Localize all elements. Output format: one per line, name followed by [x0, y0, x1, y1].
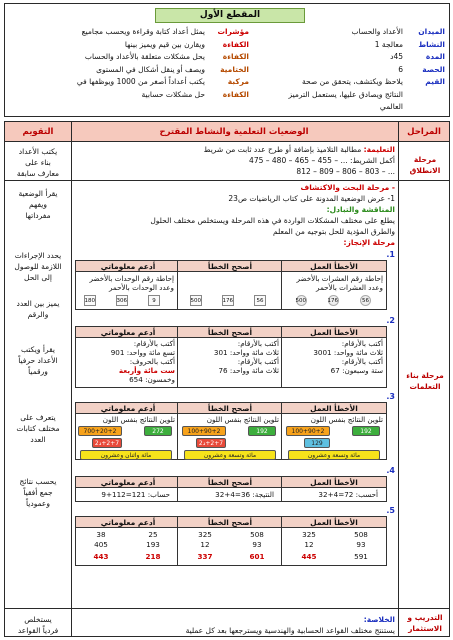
color-pill: 700+20+2: [78, 426, 122, 436]
instruction-text: مطالبة التلاميذ بإضافة أو طرح عدد ثابت من شريط: [203, 145, 362, 154]
item-index: 5.: [386, 506, 395, 515]
strip-line-1: أكمل الشريط: ... – 455 – 465 – 480 – 475: [249, 156, 395, 165]
ex3-title: تلوين النتائج بنفس اللون: [102, 415, 175, 424]
color-pill: 272: [144, 426, 172, 436]
build-eval: [9, 412, 67, 445]
header-left-line-1: يمثل أعداد كتابة وقراءة ويحسب مجاميع: [81, 27, 205, 36]
color-pill: مائة واثنان وعشرون: [80, 450, 172, 460]
ex1-right-line1: إحاطة رقم العشرات بالأخضر: [296, 274, 383, 283]
eval-line: الأعداد حرفياً: [18, 356, 58, 365]
header-left-line-6: حل مشكلات حسابية: [141, 89, 205, 99]
col-support: أدعم معلوماتي: [76, 403, 180, 414]
header-left-text: [9, 26, 205, 101]
digit-chip: 9: [148, 295, 160, 306]
ex2-c3-line: أكتب بالأرقام:: [341, 339, 383, 348]
col-stage-header: المراحل: [399, 122, 449, 142]
item-index: 4.: [386, 466, 395, 475]
col-correct: أصحح الخطأ: [178, 403, 282, 414]
section-title: المقطع الأول: [155, 8, 305, 23]
eval-line: يستخلص: [24, 615, 52, 624]
eval-line: يكتب الأعداد: [18, 147, 58, 156]
col-support: أدعم معلوماتي: [76, 477, 180, 488]
debate-line-1: يطلع على مختلف المشكلات الواردة في هذه المرحلة ويستخلص مختلف الحلول: [150, 216, 395, 225]
color-pill: 192: [248, 426, 276, 436]
label-domain: الميدان: [418, 27, 445, 36]
build-eval: [9, 344, 67, 377]
label-duration: المدة: [425, 52, 445, 61]
digit-chip: 176: [222, 295, 234, 306]
build-intro: [70, 182, 395, 248]
ex2-c2-line: ثلاث مائة وواحد: 76: [218, 366, 279, 375]
digit-chip: 500: [190, 295, 202, 306]
divider: [177, 477, 178, 501]
ex2-c1-line: أكتب بالأرقام:: [133, 339, 175, 348]
eval-line: العدد: [30, 435, 46, 444]
header-left-line-4: ويصف أو ينقل أشكال في المستوى: [96, 64, 205, 74]
ex1-left-line1: إحاطة رقم الوحدات بالأخضر: [89, 274, 174, 283]
col-support: أدعم معلوماتي: [76, 327, 180, 338]
col-work-wrong: الأخطأ العمل: [282, 517, 386, 528]
eval-line: يحدد الإجراءات: [14, 251, 62, 260]
digit-chip: 176: [328, 295, 339, 306]
divider: [281, 477, 282, 501]
digit-chip: 56: [254, 295, 266, 306]
build-eval: [9, 476, 67, 509]
header-left-line-3: يحل مشكلات متعلقة بالأعداد والحساب: [84, 52, 205, 61]
sum: 443: [93, 552, 109, 561]
ex2-c2-line: أكتب بالأرقام:: [237, 339, 279, 348]
color-pill: 100+90+2: [182, 426, 226, 436]
col-work-wrong: الأخطأ العمل: [282, 327, 386, 338]
eval-line: يقرأ ويكتب: [21, 345, 55, 354]
header-mid-labels: [205, 26, 249, 101]
eval-line: ويفهم: [29, 200, 47, 209]
digit-chip: 306: [116, 295, 128, 306]
build-eval: [9, 250, 67, 283]
col-correct: أصحح الخطأ: [178, 261, 282, 272]
addend: 25: [148, 530, 158, 539]
ex2-c1-line: تسع مائة وواحد: 901: [110, 348, 175, 357]
label-competence-2: الكفاءة: [222, 52, 249, 61]
eval-line: يقرأ الوضعية: [18, 189, 58, 198]
addend: 508: [354, 530, 368, 539]
col-correct: أصحح الخطأ: [178, 517, 282, 528]
practice-eval: [9, 614, 67, 636]
summary-line: يستنتج مختلف القواعد الحسابية والهندسية ويسترجعها بعد كل عملية: [185, 626, 395, 635]
search-title: - مرحلة البحث والاكتشاف: [300, 183, 395, 192]
value-activity: معالجة 1: [374, 39, 403, 49]
value-domain: الأعداد والحساب: [351, 27, 403, 36]
divider: [398, 122, 399, 636]
item-index: 3.: [386, 392, 395, 401]
col-correct: أصحح الخطأ: [178, 477, 282, 488]
eval-line: معارف سابقة: [16, 169, 60, 178]
build-eval: [9, 298, 67, 320]
addend: 508: [250, 530, 264, 539]
sum: 601: [249, 552, 265, 561]
addend: 193: [146, 540, 160, 549]
exercise-4-table: [75, 476, 387, 502]
digit-chip: 500: [296, 295, 307, 306]
practice-block: [70, 614, 395, 636]
col-activity-header: الوضعيات التعلمية والنشاط المقترح: [69, 122, 399, 142]
value-duration: 45د: [390, 52, 403, 61]
color-pill: 2+7+د2: [92, 438, 122, 448]
achieve-title: مرحلة الإنجاز:: [343, 238, 395, 247]
ex2-c3-line: ثلاث مائة وواحد: 3001: [313, 348, 383, 357]
divider: [177, 261, 178, 309]
value-session: 6: [398, 64, 403, 74]
addend: 325: [198, 530, 212, 539]
label-final: الختامية: [220, 64, 249, 74]
header-right-values: [253, 26, 403, 114]
col-support: أدعم معلوماتي: [76, 517, 180, 528]
sum: 337: [197, 552, 213, 561]
ex2-c1-line: وخمسون: 654: [129, 375, 175, 384]
ex2-c3-line: أكتب بالأرقام:: [341, 357, 383, 366]
ex1-right-line2: وعدد العشرات بالأحمر: [316, 283, 383, 292]
sum: 445: [301, 552, 317, 561]
stage-launch: مرحلة الانطلاق: [409, 155, 441, 175]
eval-line: يميز بين العدد: [16, 299, 60, 308]
ex1-left-line2: وعدد الوحدات بالأحمر: [108, 283, 174, 292]
build-eval: [9, 188, 67, 221]
ex3-title: تلوين النتائج بنفس اللون: [310, 415, 383, 424]
addend: 12: [304, 540, 314, 549]
divider: [177, 403, 178, 459]
ex4-c3: أحسب: 72=4+32: [318, 490, 378, 499]
divider: [281, 517, 282, 565]
label-indicators: مؤشرات: [217, 27, 249, 36]
sum: 218: [145, 552, 161, 561]
divider: [5, 180, 449, 181]
instruction-label: التعليمة:: [363, 145, 395, 154]
col-eval-header: التقويم: [5, 122, 71, 142]
color-pill: 100+90+2: [286, 426, 330, 436]
strip-line-2: ... – 803 – 806 – 809 – 812: [296, 167, 395, 176]
label-session: الحصة: [422, 64, 445, 74]
summary-title: الخلاصة:: [363, 615, 395, 624]
divider: [281, 327, 282, 387]
ex2-c3-line: ستة وسبعون: 67: [330, 366, 383, 375]
label-activity: النشاط: [418, 39, 445, 49]
addend: 93: [252, 540, 262, 549]
divider: [281, 403, 282, 459]
eval-line: جمع أفقياً: [23, 488, 53, 497]
search-line: 1- عرض الوضعية المدونة على كتاب الرياضيات ص23: [228, 194, 395, 203]
eval-line: بناء على: [25, 158, 51, 167]
lesson-sheet: [4, 3, 450, 637]
exercise-3-table: [75, 402, 387, 460]
label-competence: الكفاءة: [222, 39, 249, 49]
digit-chip: 56: [360, 295, 371, 306]
value-values-3: العالمي: [379, 102, 403, 111]
col-work-wrong: الأخطأ العمل: [282, 261, 386, 272]
item-index: 2.: [386, 316, 395, 325]
color-pill: 192: [352, 426, 380, 436]
launch-block: [70, 144, 395, 177]
eval-line: مختلف كتابات: [16, 424, 60, 433]
debate-title: المناقشة والتبادل:: [326, 205, 395, 214]
col-support: أدعم معلوماتي: [76, 261, 180, 272]
addend: 405: [94, 540, 108, 549]
digit-chip: 180: [84, 295, 96, 306]
color-pill: مائة وتسعة وعشرون: [288, 450, 380, 460]
ex3-title: تلوين النتائج بنفس اللون: [206, 415, 279, 424]
eval-line: فردياً القواعد: [17, 626, 59, 635]
eval-line: مفرداتها: [25, 211, 51, 220]
exercise-1-table: [75, 260, 387, 310]
col-work-wrong: الأخطأ العمل: [282, 403, 386, 414]
color-pill: 129: [304, 438, 330, 448]
launch-eval: [9, 146, 67, 179]
col-correct: أصحح الخطأ: [178, 327, 282, 338]
addend: 93: [356, 540, 366, 549]
stage-practice: التدريب و الاستثمار: [407, 613, 443, 633]
divider: [177, 517, 178, 565]
ex4-c2: النتيجة: 36=4+32: [215, 490, 274, 499]
ex2-c2-line: أكتب بالأرقام:: [237, 357, 279, 366]
label-competence-3: الكفاءة: [222, 89, 249, 99]
eval-line: وعمودياً: [25, 499, 51, 508]
eval-line: يتعرف على: [20, 413, 56, 422]
sum: 591: [354, 552, 368, 561]
eval-line: والرقم: [27, 310, 49, 319]
lesson-table: [4, 121, 450, 637]
header-left-line-2: ويقارن بين قيم ويميز بينها: [124, 39, 205, 49]
stage-build: مرحلة بناء التعلمات: [406, 371, 444, 391]
label-values: القيم: [425, 77, 445, 86]
debate-line-2: والطرق المؤدية للحل بتوجيه من المعلم: [272, 227, 395, 236]
eval-line: إلى الحل: [24, 273, 52, 282]
addend: 38: [96, 530, 106, 539]
eval-line: ورقمياً: [28, 367, 48, 376]
divider: [177, 327, 178, 387]
exercise-2-table: [75, 326, 387, 388]
eval-line: يحسب نتائج: [19, 477, 57, 486]
header-right-labels: [405, 26, 445, 89]
ex2-c2-line: ثلاث مائة وواحد: 301: [213, 348, 279, 357]
value-values-2: النتائج ويصادق عليها، يستعمل الترميز: [288, 89, 403, 99]
header-left-line-5: يكتب أعداداً أصغر من 1000 ويوظفها في: [76, 77, 205, 86]
color-pill: مائة وتسعة وعشرون: [184, 450, 276, 460]
col-work-wrong: الأخطأ العمل: [282, 477, 386, 488]
item-index: 1.: [386, 250, 395, 259]
addend: 325: [302, 530, 316, 539]
ex2-c1-line: ست مائة وأربعة: [118, 366, 175, 375]
label-component: مركبة: [227, 77, 249, 86]
eval-line: اللازمة للوصول: [14, 262, 62, 271]
ex4-c1: حساب: 121=112+9: [101, 490, 170, 499]
divider: [281, 261, 282, 309]
ex2-c1-line: أكتب بالحروف:: [129, 357, 175, 366]
color-pill: 2+7+د2: [196, 438, 226, 448]
divider: [5, 608, 449, 609]
lesson-header: [4, 3, 450, 117]
exercise-5-table: [75, 516, 387, 566]
addend: 12: [200, 540, 210, 549]
value-values-1: يلاحظ ويكتشف، يتحقق من صحة: [301, 77, 403, 86]
